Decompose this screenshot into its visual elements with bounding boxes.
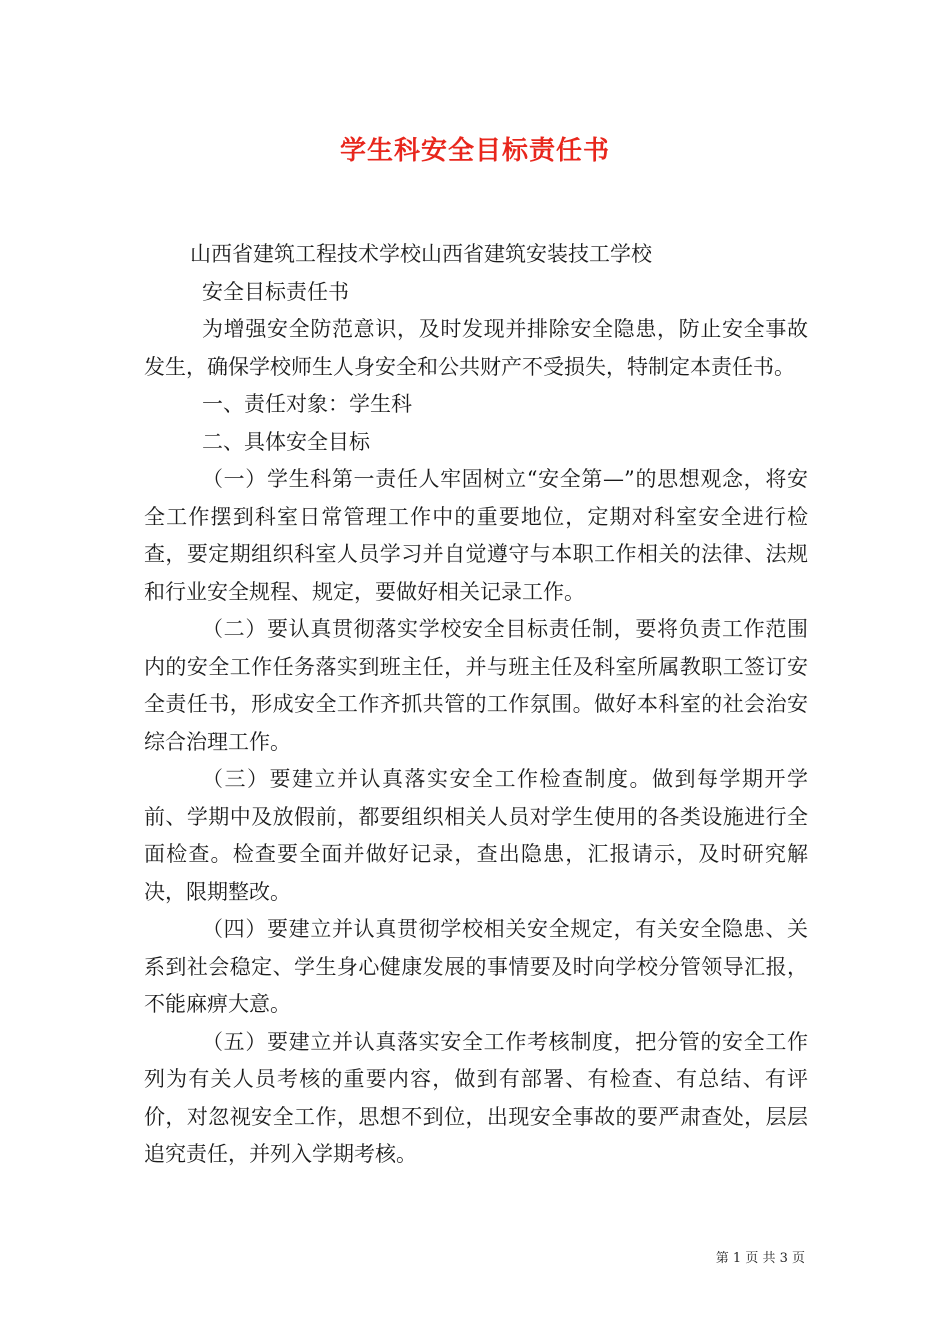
section-heading-2: 二、具体安全目标	[202, 429, 370, 454]
goal-item-2: （二）要认真贯彻落实学校安全目标责任制，要将负责工作范围内的安全工作任务落实到班主任，并与班主任及科室所属教职工签订安全责任书，形成安全工作齐抓共管的工作氛围。做好本科室的社会治安综合治理工作。	[144, 617, 808, 754]
goal-item-5: （五）要建立并认真落实安全工作考核制度，把分管的安全工作列为有关人员考核的重要内容，做到有部署、有检查、有总结、有评价，对忽视安全工作，思想不到位，出现安全事故的要严肃查处，层层追究责任，并列入学期考核。	[144, 1029, 808, 1166]
document-body	[144, 236, 808, 1174]
document-subtitle: 安全目标责任书	[202, 279, 349, 304]
section-heading-1: 一、责任对象：学生科	[202, 392, 412, 416]
page-number: 第 1 页 共 3 页	[715, 1251, 805, 1266]
goal-item-3: （三）要建立并认真落实安全工作检查制度。做到每学期开学前、学期中及放假前，都要组织相关人员对学生使用的各类设施进行全面检查。检查要全面并做好记录，查出隐患，汇报请示，及时研究解决，限期整改。	[144, 767, 808, 904]
goal-item-1: （一）学生科第一责任人牢固树立“安全第—”的思想观念，将安全工作摆到科室日常管理工作中的重要地位，定期对科室安全进行检查，要定期组织科室人员学习并自觉遵守与本职工作相关的法律、法规和行业安全规程、规定，要做好相关记录工作。	[144, 467, 808, 604]
intro-paragraph: 为增强安全防范意识，及时发现并排除安全隐患，防止安全事故发生，确保学校师生人身安全和公共财产不受损失，特制定本责任书。	[144, 317, 808, 379]
goal-item-4: （四）要建立并认真贯彻学校相关安全规定，有关安全隐患、关系到社会稳定、学生身心健康发展的事情要及时向学校分管领导汇报，不能麻痹大意。	[144, 917, 808, 1016]
school-line: 山西省建筑工程技术学校山西省建筑安装技工学校	[190, 242, 652, 266]
page-title: 学生科安全目标责任书	[339, 136, 610, 166]
